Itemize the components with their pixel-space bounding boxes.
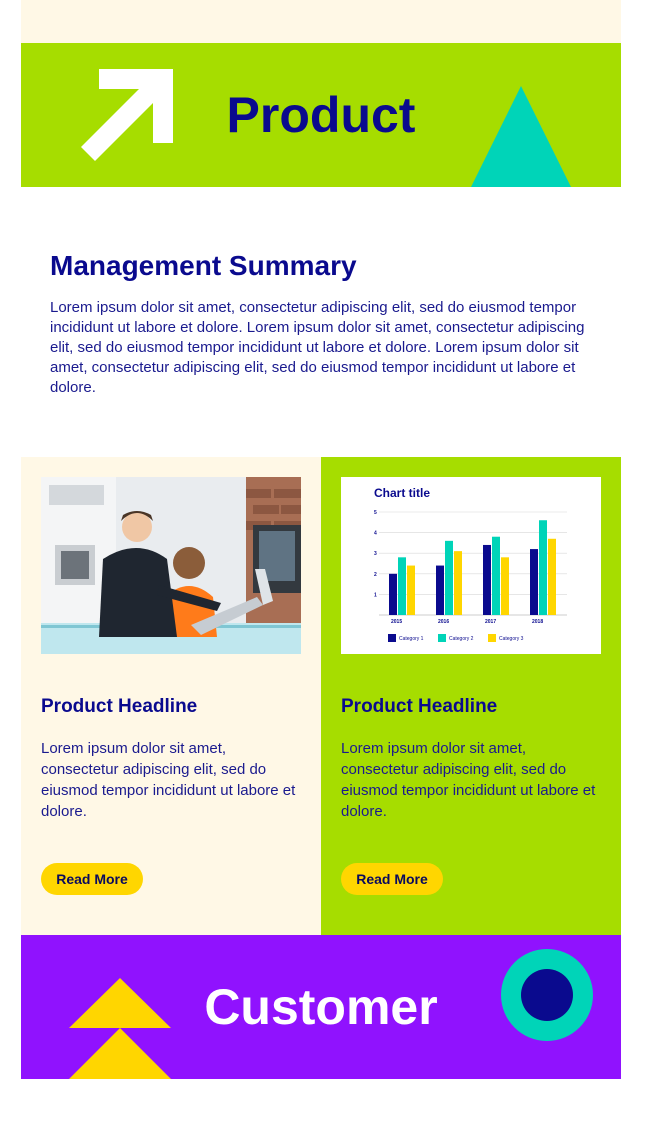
chart-title: Chart title xyxy=(374,486,431,500)
chart-x-tick-label: 2016 xyxy=(438,619,450,625)
product-description: Lorem ipsum dolor sit amet, consectetur adipiscing elit, sed do eiusmod tempor incididunt ut labore et dolore. xyxy=(341,740,596,820)
bar-chart xyxy=(341,477,601,654)
product-description: Lorem ipsum dolor sit amet, consectetur adipiscing elit, sed do eiusmod tempor incididunt ut labore et dolore. xyxy=(41,740,296,820)
summary-heading: Management Summary xyxy=(50,250,357,281)
ring-shape xyxy=(501,949,593,1041)
summary-body: Lorem ipsum dolor sit amet, consectetur adipiscing elit, sed do eiusmod tempor incididunt ut labore et dolore. Lorem ipsum dolor sit amet, consectetur adipiscing elit, sed do eiusmod tempor incididunt ut labore et dolore. Lorem ipsum dolor sit amet, consectetur adipiscing elit, sed do eiusmod tempor incididunt ut labore et dolore. xyxy=(50,299,585,396)
read-more-button[interactable]: Read More xyxy=(341,863,443,895)
chart-bar xyxy=(492,537,500,615)
product-headline: Product Headline xyxy=(41,696,198,717)
chart-bar xyxy=(407,566,415,615)
chart-bar xyxy=(436,566,444,615)
hero-title: Product xyxy=(226,87,416,143)
chart-legend-label: Category 3 xyxy=(499,636,524,642)
product-card-right xyxy=(321,457,621,935)
chart-legend-swatch xyxy=(388,634,396,642)
chart-bar xyxy=(539,520,547,615)
customer-title: Customer xyxy=(204,979,438,1035)
management-summary xyxy=(50,248,590,398)
chart-legend-label: Category 1 xyxy=(399,636,424,642)
product-card-left xyxy=(21,457,321,935)
chart-bar xyxy=(483,545,491,615)
triangle-shape xyxy=(471,86,571,187)
chart-x-tick-label: 2018 xyxy=(532,619,544,625)
chart-legend-label: Category 2 xyxy=(449,636,474,642)
office-photo xyxy=(41,477,301,654)
chart-x-tick-label: 2015 xyxy=(391,619,403,625)
chart-bar xyxy=(454,551,462,615)
chart-y-tick-label: 5 xyxy=(374,510,377,516)
top-strip xyxy=(21,0,621,43)
chart-y-tick-label: 4 xyxy=(374,530,377,537)
chart-bar xyxy=(445,541,453,615)
chart-y-tick-label: 1 xyxy=(374,592,377,599)
chart-legend-swatch xyxy=(438,634,446,642)
chart-bar xyxy=(530,549,538,615)
chart-bar xyxy=(501,557,509,615)
chart-bar xyxy=(398,557,406,615)
read-more-button[interactable]: Read More xyxy=(41,863,143,895)
office-photo-illustration xyxy=(41,477,301,654)
product-headline: Product Headline xyxy=(341,696,498,717)
chart-bar xyxy=(548,539,556,615)
chart-y-tick-label: 3 xyxy=(374,551,377,558)
product-hero-banner xyxy=(21,43,621,187)
chart-legend-swatch xyxy=(488,634,496,642)
chart-bar xyxy=(389,574,397,615)
customer-banner xyxy=(21,935,621,1079)
chart-container xyxy=(341,477,601,654)
chart-y-tick-label: 2 xyxy=(374,571,377,578)
chart-x-tick-label: 2017 xyxy=(485,619,497,625)
